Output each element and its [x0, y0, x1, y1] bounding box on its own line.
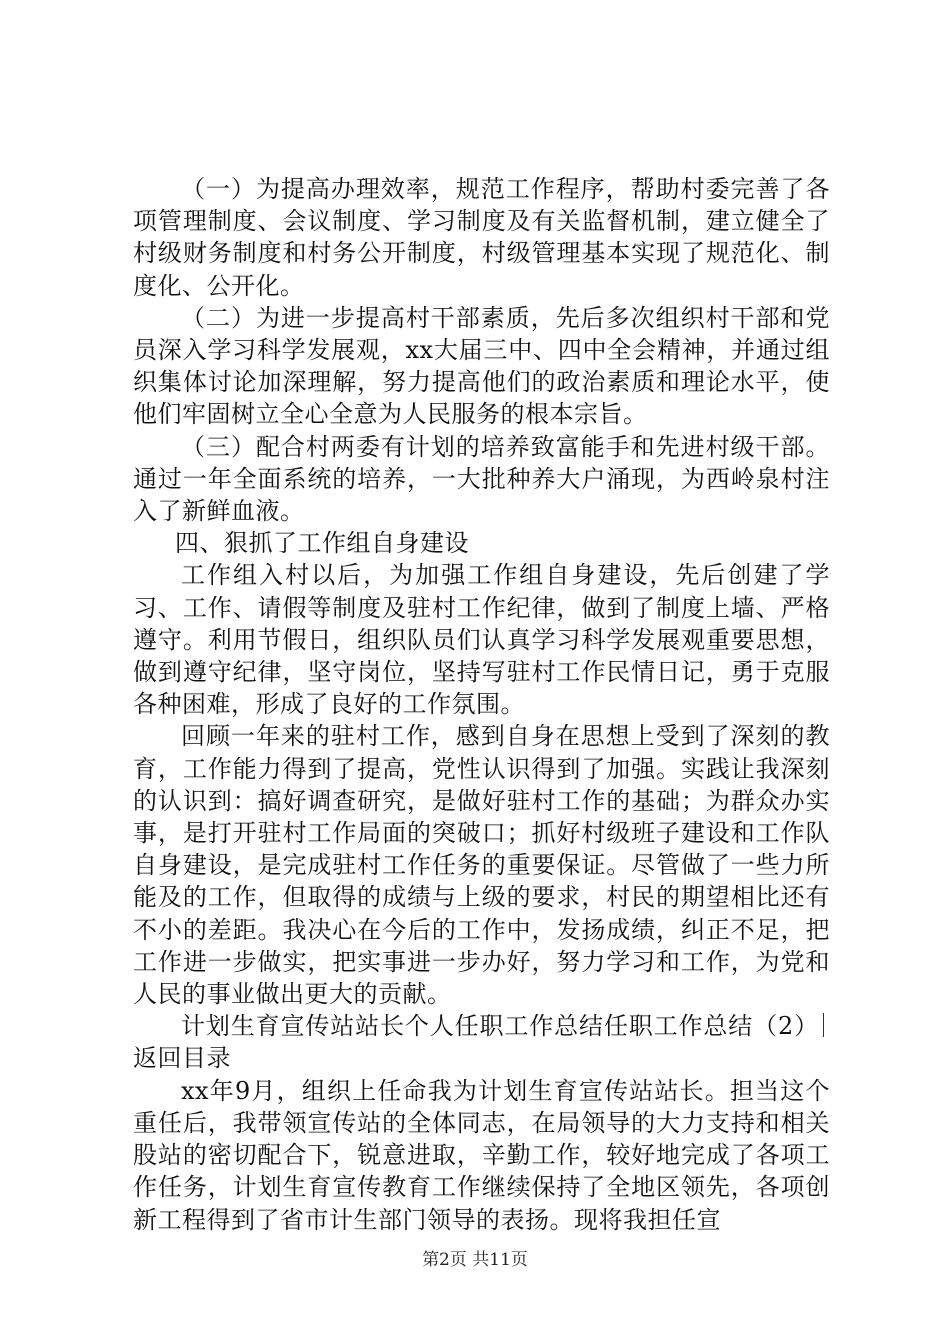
paragraph-2: （二）为进一步提高村干部素质，先后多次组织村干部和党员深入学习科学发展观，xx大届三中、四中全会精神，并通过组织集体讨论加深理解，努力提高他们的政治素质和理论水平，使他们牢固树立全心全意为人民服务的根本宗旨。	[133, 303, 830, 429]
article-title: 计划生育宣传站站长个人任职工作总结任职工作总结（2）	[181, 1012, 819, 1041]
paragraph-3: （三）配合村两委有计划的培养致富能手和先进村级干部。通过一年全面系统的培养，一大批种养大户涌现，为西岭泉村注入了新鲜血液。	[133, 432, 830, 526]
section-heading: 四、狠抓了工作组自身建设	[175, 529, 469, 558]
page-indicator: 第2页 共11页	[422, 1250, 528, 1270]
paragraph-5: 回顾一年来的驻村工作，感到自身在思想上受到了深刻的教育，工作能力得到了提高，党性认识得到了加强。实践让我深刻的认识到：搞好调查研究，是做好驻村工作的基础；为群众办实事，是打开驻村工作局面的突破口；抓好村级班子建设和工作队自身建设，是完成驻村工作任务的重要保证。尽管做了一些力所能及的工作，但取得的成绩与上级的要求，村民的期望相比还有不小的差距。我决心在今后的工作中，发扬成绩，纠正不足，把工作进一步做实，把实事进一步办好，努力学习和工作，为党和人民的事业做出更大的贡献。	[133, 722, 830, 1009]
paragraph-4: 工作组入村以后，为加强工作组自身建设，先后创建了学习、工作、请假等制度及驻村工作纪律，做到了制度上墙、严格遵守。利用节假日，组织队员们认真学习科学发展观重要思想，做到遵守纪律，坚守岗位，坚持写驻村工作民情日记，勇于克服各种困难，形成了良好的工作氛围。	[133, 561, 830, 719]
article-title-line	[133, 1010, 830, 1074]
page-footer	[0, 1245, 950, 1270]
paragraph-1: （一）为提高办理效率，规范工作程序，帮助村委完善了各项管理制度、会议制度、学习制度及有关监督机制，建立健全了村级财务制度和村务公开制度，村级管理基本实现了规范化、制度化、公开化。	[133, 175, 830, 300]
title-separator	[823, 1013, 824, 1037]
document-body	[133, 173, 830, 1236]
paragraph-6: xx年9月，组织上任命我为计划生育宣传站站长。担当这个重任后，我带领宣传站的全体同志，在局领导的大力支持和相关股站的密切配合下，锐意进取，辛勤工作，较好地完成了各项工作任务，计划生育宣传教育工作继续保持了全地区领先，各项创新工程得到了省市计生部门领导的表扬。现将我担任宣	[133, 1076, 830, 1234]
back-to-contents-link[interactable]: 返回目录	[133, 1044, 231, 1073]
